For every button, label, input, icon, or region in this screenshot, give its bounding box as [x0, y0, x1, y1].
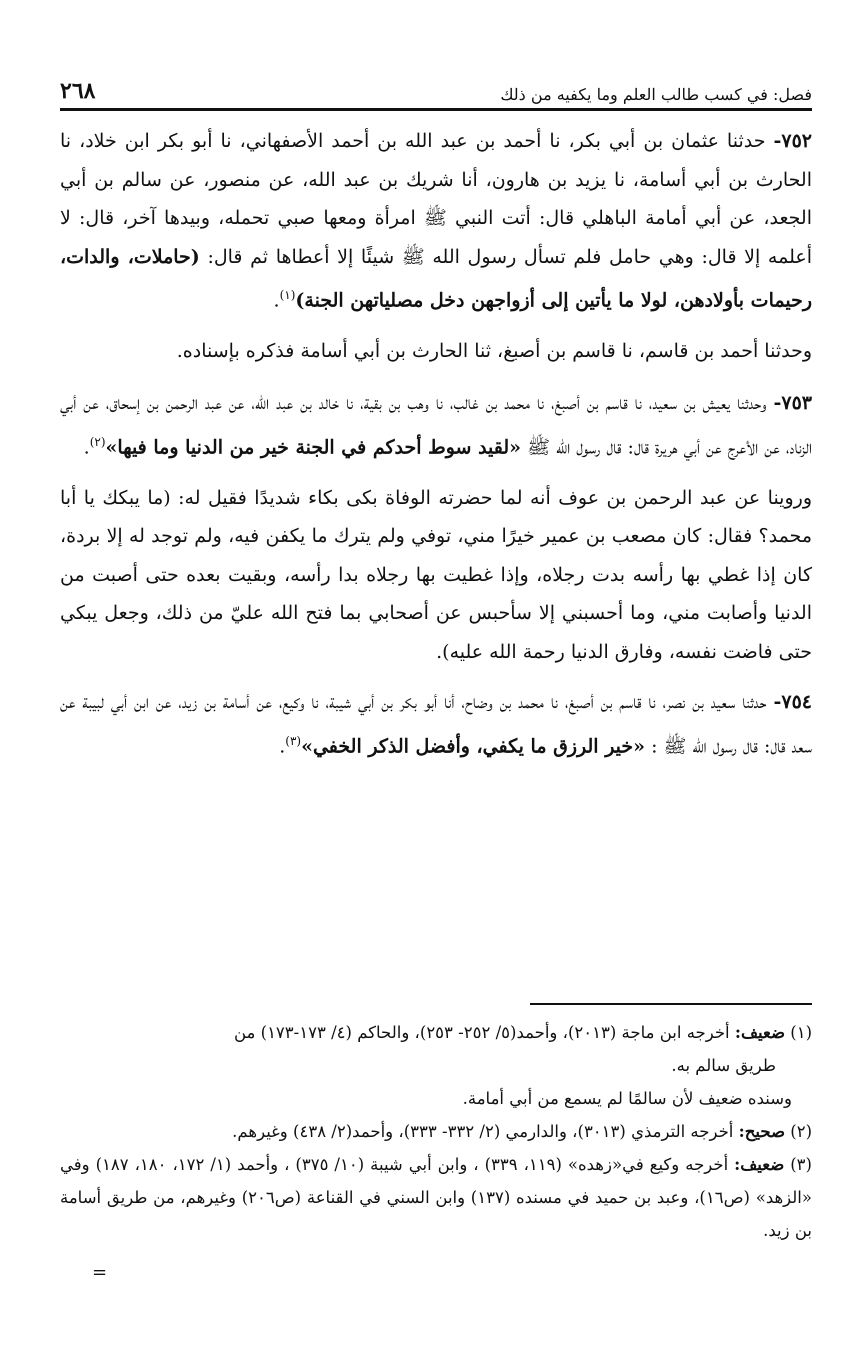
chain-752b: وحدثنا أحمد بن قاسم، نا قاسم بن أصبغ، ثنا الحارث بن أبي أسامة فذكره بإسناده.: [176, 339, 812, 362]
continuation-mark: =: [92, 1262, 108, 1283]
footnote-label: (١): [785, 1023, 812, 1042]
running-title: فصل: في كسب طالب العلم وما يكفيه من ذلك: [500, 85, 812, 104]
page-number: ٢٦٨: [60, 78, 96, 104]
footnote-1-cont: طريق سالم به.: [671, 1056, 776, 1075]
hadith-753: [60, 384, 812, 466]
period: .: [83, 436, 90, 459]
hadith-quote: «خير الرزق ما يكفي، وأفضل الذكر الخفي»: [301, 734, 646, 757]
hadith-number: ٧٥٤-: [773, 691, 812, 714]
narration-ibn-awf: وروينا عن عبد الرحمن بن عوف أنه لما حضرته الوفاة بكى بكاء شديدًا فقيل له: (ما يبكك يا أبا محمد؟ فقال: كان مصعب بن عمير خيرًا مني، توفي ولم يترك ما يكفن فيه، ولم توجد له إلا بردة، كان إذا غطي بها رأسه بدت رجلاه، وإذا غطيت بها رجلاه بدا رأسه، وبقيت بعده حتى أصبت من الدنيا وأصابت مني، وما أحسبني إلا سأحبس عن أصحابي بما فتح الله عليّ من ذلك، وجعل يبكي حتى فاضت نفسه، وفارق الدنيا رحمة الله عليه).: [60, 486, 812, 663]
hadith-quote: (حاملات، والدات، رحيمات بأولادهن، لولا ما يأتين إلى أزواجهن دخل مصلياتهن الجنة): [60, 245, 812, 312]
footnote-2: [60, 1115, 812, 1148]
footnote-text: أخرجه الترمذي (٣٠١٣)، والدارمي (٢/ ٣٣٢- ٣٣٣)، وأحمد(٢/ ٤٣٨) وغيرهم.: [232, 1122, 739, 1141]
hadith-text: حدثنا سعيد بن نصر، نا قاسم بن أصبغ، نا محمد بن وضاح، أنا أبو بكر بن أبي شيبة، نا وكيع، عن أسامة بن زيد، عن ابن أبي لبيبة عن سعد قال: قال رسول الله ﷺ :: [60, 691, 812, 757]
footnote-grade: صحيح:: [738, 1122, 785, 1141]
footnote-ref: (٣): [285, 733, 302, 748]
footnote-ref: (١): [279, 288, 296, 302]
hadith-number: ٧٥٢-: [773, 130, 812, 152]
footnote-ref: (٢): [89, 434, 106, 449]
hadith-quote: «لقيد سوط أحدكم في الجنة خير من الدنيا وما فيها»: [105, 436, 522, 459]
hadith-text: وحدثنا يعيش بن سعيد، نا قاسم بن أصبغ، نا محمد بن غالب، نا وهب بن بقية، نا خالد بن عبد الله، عن عبد الرحمن بن إسحاق، عن أبي الزناد، عن الأعرج عن أبي هريرة قال: قال رسول الله ﷺ: [60, 392, 812, 459]
footnote-text: أخرجه ابن ماجة (٢٠١٣)، وأحمد(٥/ ٢٥٢- ٢٥٣)، والحاكم (٤/ ١٧٣-١٧٣) من: [233, 1023, 735, 1042]
period: .: [279, 734, 286, 757]
hadith-text: حدثنا عثمان بن أبي بكر، نا أحمد بن عبد الله بن أحمد الأصفهاني، نا أبو بكر ابن خلاد، نا الحارث بن أبي أسامة، نا يزيد بن هارون، أنا شريك بن عبد الله، عن منصور، عن سالم بن أبي الجعد، عن أبي أمامة الباهلي قال: أتت النبي ﷺ امرأة ومعها صبي تحمله، وبيدها آخر، قال: لا أعلمه إلا قال: وهي حامل فلم تسأل رسول الله ﷺ شيئًا إلا أعطاها ثم قال:: [60, 130, 813, 268]
hadith-752: [60, 122, 812, 320]
footnote-3: [60, 1148, 812, 1247]
footnote-label: (٢): [785, 1122, 812, 1141]
header-rule: [60, 108, 812, 111]
period: .: [273, 289, 280, 312]
hadith-number: ٧٥٣-: [773, 392, 812, 415]
footnote-text: أخرجه وكيع في«زهده» (١١٩، ٣٣٩) ، وابن أبي شيبة (١٠/ ٣٧٥) ، وأحمد (١/ ١٧٢، ١٨٠، ١٨٧) وفي «الزهد» (ص١٦)، وعبد بن حميد في مسنده (١٣٧) وابن السني في القناعة (ص٢٠٦) وغيرهم، من طريق أسامة بن زيد.: [60, 1155, 812, 1240]
footnote-label: (٣): [784, 1155, 812, 1174]
main-text: [60, 122, 812, 777]
footnotes: [60, 1016, 812, 1247]
footnote-separator: [530, 1003, 812, 1005]
footnote-1: [60, 1016, 812, 1049]
footnote-grade: ضعيف:: [734, 1155, 785, 1174]
hadith-754: [60, 683, 812, 765]
footnote-1-note: وسنده ضعيف لأن سالمًا لم يسمع من أبي أمامة.: [462, 1089, 792, 1108]
footnote-grade: ضعيف:: [734, 1023, 785, 1042]
page-header: [60, 70, 812, 104]
